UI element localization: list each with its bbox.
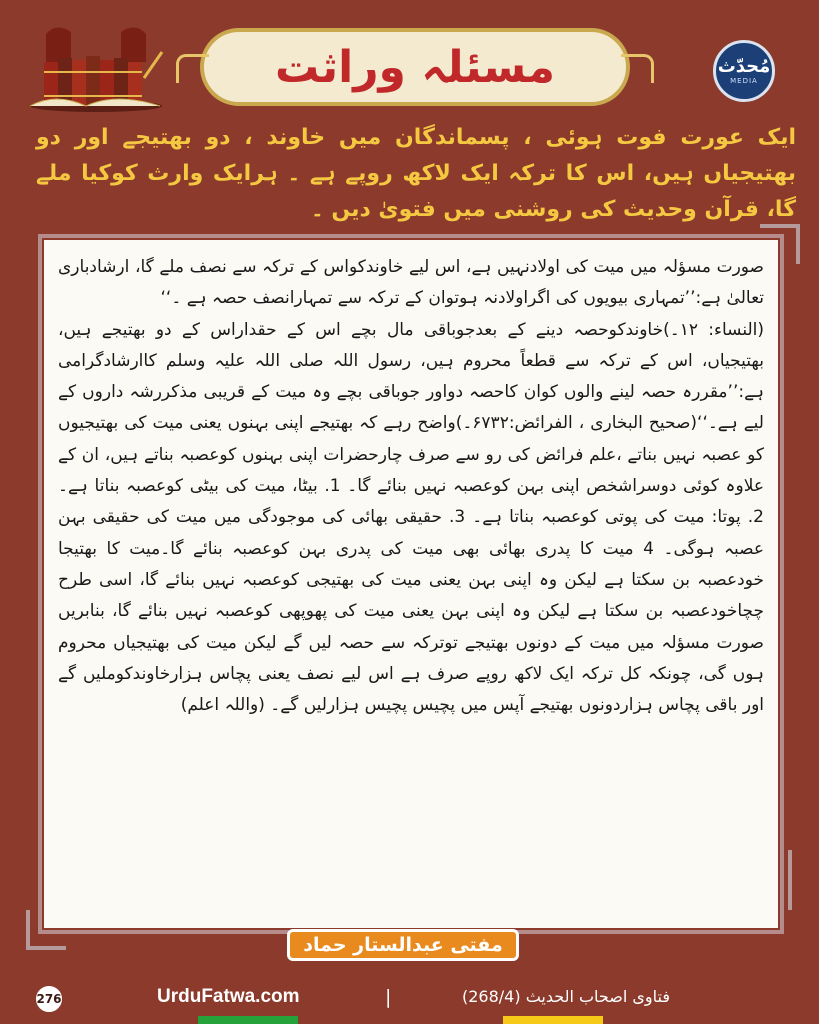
answer-body: [58, 252, 764, 721]
logo-sub: MEDIA: [730, 77, 758, 85]
header: [0, 0, 819, 120]
mufti-name: مفتی عبدالستار حماد: [303, 934, 503, 956]
answer-paragraph: (النساء: ۱۲۔)خاوندکوحصہ دینے کے بعدجوباقی مال بچے اس کے حقداراس کے دو بھتیجے ہیں، بھتیجیاں، اس کے ترکہ سے قطعاً محروم ہیں، رسول اللہ صلی اللہ علیہ وسلم کاارشادگرامی ہے:’’مقررہ حصہ لینے والوں کوان کاحصہ دواور جوباقی بچے وہ میت کے قریبی مذکررشہ داروں کے لیے ہے۔‘‘(صحیح البخاری ، الفرائض:۶۷۳۲۔)واضح رہے کہ بھتیجے اپنی بہنوں یعنی میت کی بھتیجیوں کو عصبہ نہیں بناتے ،علم فرائض کی رو سے صرف چارحضرات اپنی بہنوں کوعصبہ بناتے ہیں، ان کے علاوہ کوئی دوسراشخص اپنی بہن کوعصبہ نہیں بنائے گا۔ 1. بیٹا، میت کی بیٹی کوعصبہ بناتا ہے۔ 2. پوتا: میت کی پوتی کوعصبہ بناتا ہے۔ 3. حقیقی بھائی کی موجودگی میں میت کی حقیقی بہن عصبہ ہوگی۔ 4 میت کا پدری بھائی بھی میت کی پدری بہن کوعصبہ بنائے گا۔میت کا بھتیجا خودعصبہ بن سکتا ہے لیکن وہ اپنی بہن یعنی میت کی بھتیجی کوعصبہ نہیں بنائے گا، اسی طرح چچاخودعصبہ بن سکتا ہے لیکن وہ اپنی بہن یعنی میت کی پھوپھی کوعصبہ نہیں بنائے گا، بنابریں صورت مسؤلہ میں میت کے دونوں بھتیجے توترکہ سے حصہ لیں گے لیکن میت کی بھتیجیاں محروم ہوں گی، چونکہ کل ترکہ ایک لاکھ روپے صرف ہے اس لیے نصف یعنی پچاس ہزارخاوندکوملیں گے اور باقی پچاس ہزاردونوں بھتیجے آپس میں پچیس پچیس ہزارلیں گے۔ (واللہ اعلم): [58, 319, 764, 716]
website-link[interactable]: UrduFatwa.com: [157, 986, 300, 1007]
question-text: ایک عورت فوت ہوئی ، پسماندگان میں خاوند ، دو بھتیجے اور دو بھتیجیاں ہیں، اس کا ترکہ ایک لاکھ روپے ہے ۔ ہرایک وارث کوکیا ملے گا، قرآن وحدیث کی روشنی میں فتویٰ دیں ۔: [36, 125, 796, 222]
book-reference: فتاوی اصحاب الحدیث (268/4): [462, 987, 670, 1006]
answer-paragraph: صورت مسؤلہ میں میت کی اولادنہیں ہے، اس لیے خاوندکواس کے ترکہ سے نصف ملے گا، ارشادباری تعالیٰ ہے:’’تمہاری بیویوں کی اگراولادنہ ہوتوان کے ترکہ سے تمہارانصف حصہ ہے ۔‘‘: [58, 257, 764, 309]
page-title: مسئلہ وراثت: [275, 41, 555, 93]
frame-side-decoration: [788, 850, 792, 910]
footer-accent-yellow: [503, 1016, 603, 1024]
page-number: 276: [34, 984, 64, 1014]
books-illustration-icon: [26, 22, 166, 114]
brand-logo: [713, 40, 775, 102]
footer-separator: |: [385, 986, 392, 1008]
footer-accent-green: [198, 1016, 298, 1024]
title-plate: [200, 28, 630, 106]
mufti-badge: [287, 929, 519, 961]
logo-mark: مُحدّث: [717, 56, 771, 77]
